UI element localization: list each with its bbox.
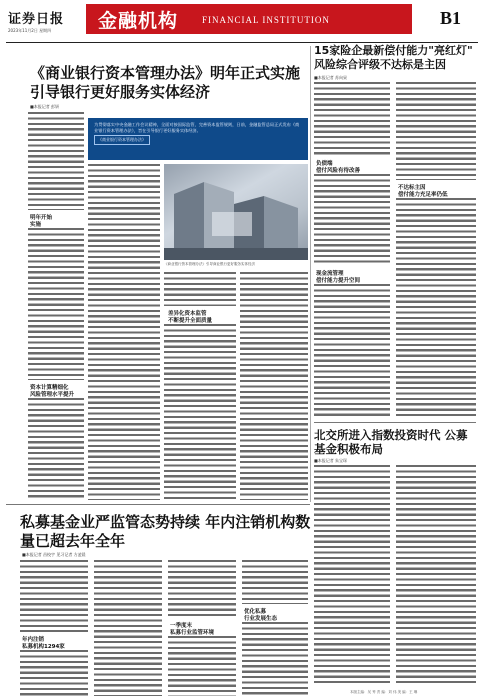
main-subhead: 差异化资本监管 [168,311,207,317]
private-fund-subhead: 一季度末 [170,623,193,629]
section-divider [6,504,310,505]
insurance-byline: ■本报记者 苏向杲 [314,75,348,80]
photo-caption: 《商业银行资本管理办法》引导商业银行更好服务实体经济 [164,262,255,266]
insurance-headline: 15家险企最新偿付能力"亮红灯" 风险综合评级不达标是主因 [314,44,473,71]
insurance-subhead: 偿付风险有待改善 [316,168,361,174]
main-subhead: 实施 [30,222,42,228]
page-number: B1 [440,8,462,28]
main-subhead: 不断提升全面质量 [168,318,213,324]
pull-quote-text: 为贯彻落实中央金融工作会议精神，全面对接国际监管，完善资本监管规则，日前，金融监管总局正式发布《商业银行资本管理办法》，旨在引导银行更好服务实体经济。 [94,122,300,134]
newspaper-logo: 证券日报 [8,12,65,27]
bse-headline: 北交所进入指数投资时代 公募基金积极布局 [314,428,468,457]
insurance-subhead: 负债端 [316,161,333,167]
insurance-body-col2-b [396,198,476,418]
insurance-body-col1-a [314,82,390,156]
private-fund-subhead: 优化私募 [244,609,267,615]
main-subhead: 风险管理水平提升 [30,392,75,398]
main-body-col1-b [28,228,84,380]
insurance-body-col1-b [314,174,390,266]
column-divider [310,46,311,502]
bse-byline: ■本报记者 朱宝琛 [314,458,348,463]
bse-body-col1 [314,465,390,685]
main-body-col4 [240,272,308,500]
private-fund-body-col1-b [20,650,88,696]
section-divider [314,422,476,423]
private-fund-body-col3-a [168,560,236,618]
main-subhead: 资本计算精细化 [30,385,69,391]
private-fund-byline: ■本报记者 昌校宇 见习记者 方凌晨 [22,552,86,557]
main-body-col2 [88,164,160,500]
insurance-subhead: 偿付能力提升空间 [316,278,361,284]
private-fund-body-col2 [94,560,162,696]
private-fund-body-col4-b [242,622,308,696]
issue-date: 2023年11月2日 星期四 [8,28,52,33]
masthead-rule [6,42,478,43]
main-subhead: 明年开始 [30,215,53,221]
insurance-subhead: 现金流管理 [316,271,344,277]
private-fund-body-col1-a [20,560,88,632]
section-title: 金融机构 [98,10,179,32]
insurance-subhead: 不达标主因 [398,185,426,191]
insurance-body-col1-c [314,284,390,418]
private-fund-subhead: 行业发展生态 [244,616,278,622]
pull-quote-box [88,118,308,160]
main-byline: ■本报记者 彭妍 [30,104,60,109]
main-body-col3-b [164,324,236,500]
main-body-col1-a [28,112,84,210]
insurance-subhead: 偿付能力充足率仍低 [398,192,448,198]
private-fund-body-col3-b [168,636,236,696]
private-fund-subhead: 私募机构1294家 [22,644,65,650]
private-fund-body-col4-a [242,560,308,604]
section-title-en: FINANCIAL INSTITUTION [202,15,330,25]
page-footer: 本版主编：吴 秀 责 编：刘 伟 美 编：王 琳 [350,690,418,694]
main-body-col1-c [28,398,84,500]
insurance-body-col2-a [396,82,476,180]
private-fund-subhead: 年内注销 [22,637,45,643]
article-photo [164,164,308,260]
private-fund-subhead: 私募行业监管环境 [170,630,215,636]
main-body-col3-a [164,272,236,306]
main-headline: 《商业银行资本管理办法》明年正式实施 引导银行更好服务实体经济 [30,64,301,101]
bse-body-col2 [396,465,476,685]
pull-quote-label: 《商业银行资本管理办法》 [94,135,150,145]
private-fund-headline: 私募基金业严监管态势持续 年内注销机构数量已超去年全年 [20,513,311,550]
